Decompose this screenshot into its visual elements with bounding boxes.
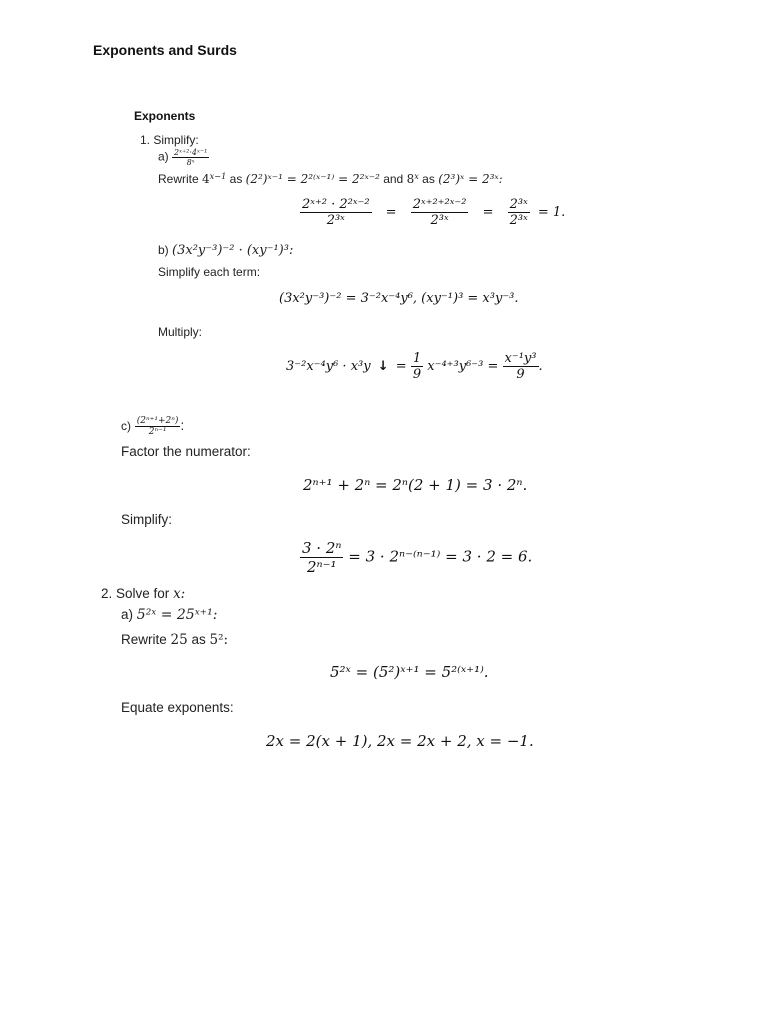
q1b-step1-equation: (3x²y⁻³)⁻² = 3⁻²x⁻⁴y⁶, (xy⁻¹)³ = x³y⁻³. xyxy=(279,291,519,306)
q1a-rewrite-word: Rewrite xyxy=(158,172,199,186)
q1c-step1-label: Factor the numerator: xyxy=(121,444,251,459)
q1b-step2-left: 3⁻²x⁻⁴y⁶ · x³y xyxy=(286,359,371,374)
q1a-eight-base: 8 xyxy=(406,172,415,186)
q2a-as: as xyxy=(191,632,206,647)
q1a-rewrite-exp: x−1 xyxy=(209,170,227,181)
q1b-result-end: . xyxy=(538,359,543,374)
q2a-equation-2: 2x = 2(x + 1), 2x = 2x + 2, x = −1. xyxy=(266,732,534,750)
q2a-label: a) xyxy=(121,607,134,622)
q1b-step2-label: Multiply: xyxy=(158,325,203,339)
q1c-expr-end: : xyxy=(180,418,185,434)
q1c-step2-num: 3 · 2ⁿ xyxy=(302,539,342,557)
section-title: Exponents xyxy=(134,109,196,123)
q1-heading: 1. Simplify: xyxy=(140,133,199,147)
q1c-expr-denominator: 2ⁿ⁻¹ xyxy=(135,426,181,437)
q1a-equals-1: = xyxy=(385,205,397,220)
q1a-expr-numerator: 2ˣ⁺²·4ˣ⁻¹ xyxy=(174,148,208,157)
q1a-and: and xyxy=(383,172,404,186)
q2a-rewrite-word: Rewrite xyxy=(121,632,167,647)
q1a-label: a) xyxy=(158,149,169,164)
q2a-equation-1: 5²ˣ = (5²)ˣ⁺¹ = 5²⁽ˣ⁺¹⁾. xyxy=(330,663,489,681)
q1a-expr-denominator: 8ˣ xyxy=(172,157,209,167)
q2a-line xyxy=(121,607,217,623)
q1a-eight-exp: x xyxy=(414,170,419,181)
q1c-step1-equation: 2ⁿ⁺¹ + 2ⁿ = 2ⁿ(2 + 1) = 3 · 2ⁿ. xyxy=(303,476,528,494)
q1b-step2-middle: x⁻⁴⁺³y⁶⁻³ = xyxy=(427,359,499,374)
q1c-step2-equation xyxy=(300,539,532,576)
q1b-result-num: x⁻¹y³ xyxy=(504,351,537,366)
q1a-result: = 1. xyxy=(537,205,566,220)
q1a-expression xyxy=(172,148,209,167)
q1a-line xyxy=(158,148,209,167)
q2-heading-variable: x: xyxy=(173,586,186,602)
q1a-fraction-1 xyxy=(300,197,372,228)
q1c-expr-numerator: (2ⁿ⁺¹+2ⁿ) xyxy=(136,416,179,426)
q2-heading-prefix: 2. Solve for xyxy=(101,586,170,601)
q2a-step-label: Equate exponents: xyxy=(121,700,234,715)
q2a-expression: 5²ˣ = 25ˣ⁺¹: xyxy=(136,607,218,623)
q1c-step2-den: 2ⁿ⁻¹ xyxy=(300,557,343,576)
q1a-as-1: as xyxy=(229,172,243,186)
q1a-as-2: as xyxy=(422,172,435,186)
arrow-down-icon: ↓ xyxy=(377,359,389,374)
q1a-fraction-2-num: 2ˣ⁺²⁺²ˣ⁻² xyxy=(412,197,467,212)
q1b-result-fraction xyxy=(503,351,539,382)
q1a-fraction-1-den: 2³ˣ xyxy=(300,212,372,228)
q1a-fraction-2 xyxy=(411,197,469,228)
q1c-expression xyxy=(135,416,181,437)
q1b-label: b) xyxy=(158,243,169,257)
q1b-line xyxy=(158,243,293,258)
q1b-step1-label: Simplify each term: xyxy=(158,265,261,279)
q2a-rewrite-to: 5²: xyxy=(209,632,229,648)
q1b-one-ninth xyxy=(411,351,423,382)
q1b-one-ninth-den: 9 xyxy=(412,367,422,382)
q1c-label: c) xyxy=(121,419,131,434)
q1b-step2-equation xyxy=(286,351,543,382)
q1a-display-equation xyxy=(300,197,565,228)
q1a-fraction-2-den: 2³ˣ xyxy=(411,212,469,228)
q2-heading xyxy=(101,586,185,602)
q1b-expression: (3x²y⁻³)⁻² · (xy⁻¹)³: xyxy=(172,243,294,258)
q1c-step2-rest: = 3 · 2ⁿ⁻⁽ⁿ⁻¹⁾ = 3 · 2 = 6. xyxy=(348,547,533,566)
document-title: Exponents and Surds xyxy=(93,42,237,58)
q1a-fraction-1-num: 2ˣ⁺² · 2²ˣ⁻² xyxy=(302,197,370,212)
q1a-eight-equivalent: (2³)ˣ = 2³ˣ: xyxy=(438,172,503,186)
q1a-fraction-3 xyxy=(508,197,530,228)
q1a-fraction-3-num: 2³ˣ xyxy=(509,197,528,212)
q1a-fraction-3-den: 2³ˣ xyxy=(509,213,528,228)
q2a-rewrite-line xyxy=(121,632,228,648)
q1a-rewrite-line xyxy=(158,172,503,186)
q1b-result-den: 9 xyxy=(503,366,539,382)
q1a-equals-2: = xyxy=(482,205,494,220)
q1c-step2-label: Simplify: xyxy=(121,512,173,527)
q2a-rewrite-number: 25 xyxy=(170,632,188,648)
q1b-one-ninth-num: 1 xyxy=(412,351,422,366)
q1c-step2-fraction xyxy=(300,539,343,576)
q1b-step2-equals: = xyxy=(395,359,407,374)
q1a-rewrite-equivalent: (2²)ˣ⁻¹ = 2²⁽ˣ⁻¹⁾ = 2²ˣ⁻² xyxy=(245,172,380,186)
q1a-rewrite-base: 4 xyxy=(202,172,210,186)
q1c-line xyxy=(121,416,184,437)
